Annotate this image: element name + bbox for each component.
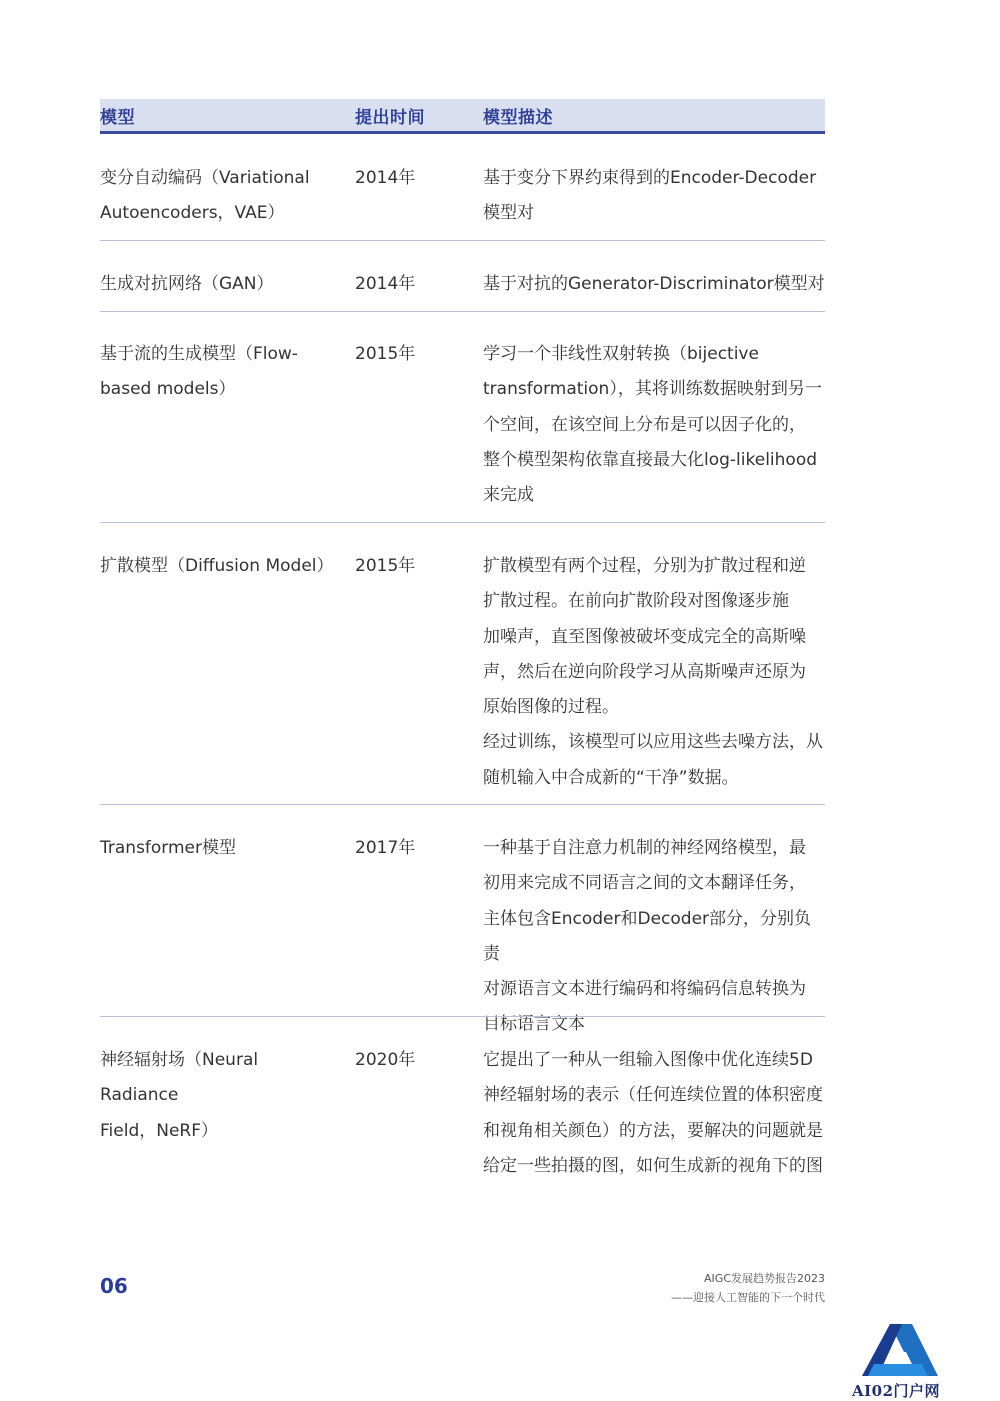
watermark-text: AI02门户网 — [852, 1382, 941, 1400]
header-description: 模型描述 — [483, 108, 553, 128]
row-description: 学习一个非线性双射转换（bijective transformation），其将训练数据映射到另一 个空间，在该空间上分布是可以因子化的， 整个模型架构依靠直接最大化log-likelihood 来完成 — [483, 344, 822, 506]
table-row — [100, 337, 825, 523]
table-header — [100, 99, 825, 134]
row-model: 神经辐射场（Neural Radiance Field，NeRF） — [100, 1050, 259, 1141]
row-year: 2015年 — [355, 344, 416, 364]
header-model: 模型 — [100, 108, 135, 128]
row-model: 变分自动编码（Variational Autoencoders，VAE） — [100, 168, 310, 224]
page-number: 06 — [100, 1274, 128, 1298]
report-title: AIGC发展趋势报告2023 — [704, 1272, 825, 1285]
row-year: 2017年 — [355, 838, 416, 858]
row-model: 基于流的生成模型（Flow- based models） — [100, 344, 298, 400]
report-subtitle: ——迎接人工智能的下一个时代 — [671, 1291, 825, 1304]
row-year: 2020年 — [355, 1050, 416, 1070]
row-divider — [100, 804, 825, 805]
table-row — [100, 831, 825, 1035]
row-model: 生成对抗网络（GAN） — [100, 274, 274, 294]
row-model: 扩散模型（Diffusion Model） — [100, 556, 334, 576]
row-divider — [100, 311, 825, 312]
watermark-logo-icon — [860, 1322, 940, 1378]
row-year: 2014年 — [355, 168, 416, 188]
table-row — [100, 161, 825, 241]
table-row — [100, 1043, 825, 1193]
row-description: 扩散模型有两个过程，分别为扩散过程和逆 扩散过程。在前向扩散阶段对图像逐步施 加噪声，直至图像被破坏变成完全的高斯噪 声，然后在逆向阶段学习从高斯噪声还原为 原始图像的过程。 经过训练，该模型可以应用这些去噪方法，从 随机输入中合成新的“干净”数据。 — [483, 556, 823, 788]
row-divider — [100, 240, 825, 241]
row-description: 一种基于自注意力机制的神经网络模型，最 初用来完成不同语言之间的文本翻译任务， 主体包含Encoder和Decoder部分，分别负责 对源语言文本进行编码和将编码信息转换为 目标语言文本 — [483, 838, 812, 1035]
table-row — [100, 267, 825, 312]
row-year: 2015年 — [355, 556, 416, 576]
table-row — [100, 549, 825, 805]
row-model: Transformer模型 — [100, 838, 237, 858]
row-year: 2014年 — [355, 274, 416, 294]
header-year: 提出时间 — [355, 108, 425, 128]
row-divider — [100, 522, 825, 523]
row-divider — [100, 1016, 825, 1017]
row-description: 基于变分下界约束得到的Encoder-Decoder 模型对 — [483, 168, 817, 224]
row-description: 基于对抗的Generator-Discriminator模型对 — [483, 274, 825, 294]
row-description: 它提出了一种从一组输入图像中优化连续5D 神经辐射场的表示（任何连续位置的体积密度 和视角相关颜色）的方法，要解决的问题就是 给定一些拍摄的图，如何生成新的视角下的图 — [483, 1050, 823, 1176]
